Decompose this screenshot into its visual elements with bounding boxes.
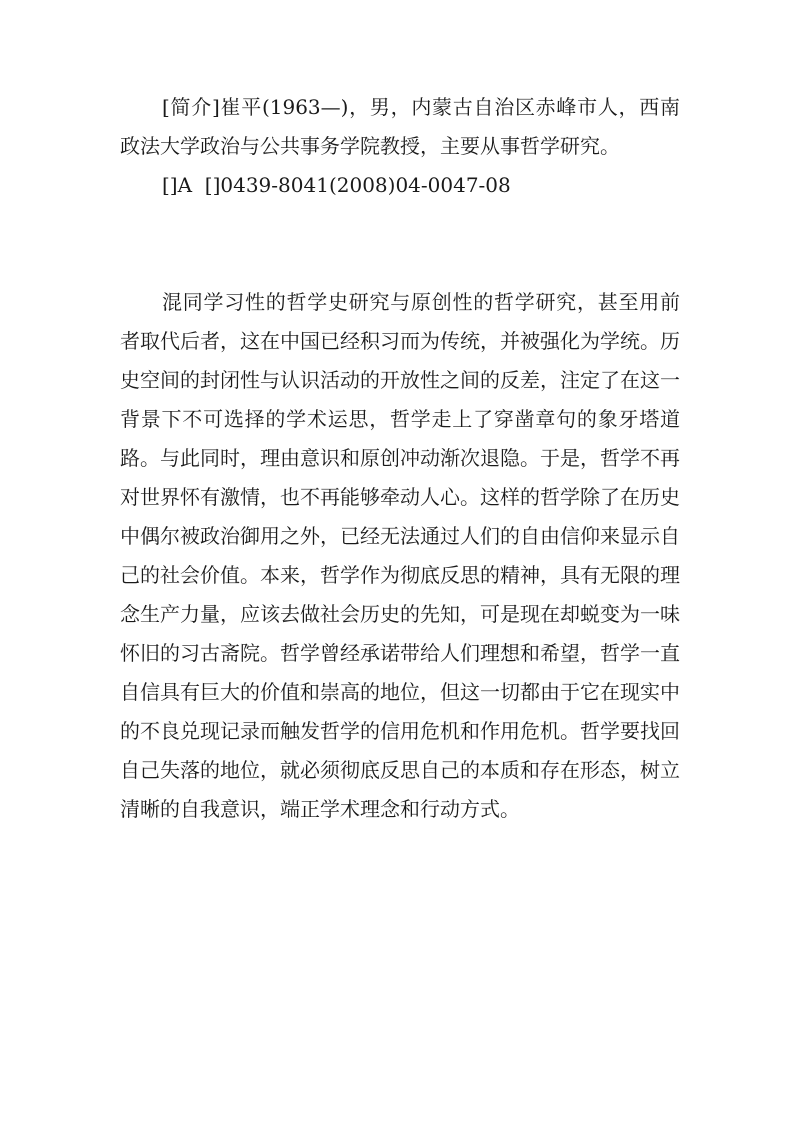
classification-line	[120, 166, 680, 205]
document-content	[120, 88, 680, 829]
spacer	[120, 205, 680, 244]
article-number: []0439-8041(2008)04-0047-08	[204, 173, 511, 197]
intro-text: 崔平(1963—)，男，内蒙古自治区赤峰市人，西南政法大学政治与公共事务学院教授，主要从事哲学研究。	[120, 95, 680, 158]
intro-label: [简介]	[162, 95, 220, 119]
author-intro	[120, 88, 680, 166]
body-paragraph: 混同学习性的哲学史研究与原创性的哲学研究，甚至用前者取代后者，这在中国已经积习而为传统，并被强化为学统。历史空间的封闭性与认识活动的开放性之间的反差，注定了在这一背景下不可选择的学术运思，哲学走上了穿凿章句的象牙塔道路。与此同时，理由意识和原创冲动渐次退隐。于是，哲学不再对世界怀有激情，也不再能够牵动人心。这样的哲学除了在历史中偶尔被政治御用之外，已经无法通过人们的自由信仰来显示自己的社会价值。本来，哲学作为彻底反思的精神，具有无限的理念生产力量，应该去做社会历史的先知，可是现在却蜕变为一味怀旧的习古斋院。哲学曾经承诺带给人们理想和希望，哲学一直自信具有巨大的价值和崇高的地位，但这一切都由于它在现实中的不良兑现记录而触发哲学的信用危机和作用危机。哲学要找回自己失落的地位，就必须彻底反思自己的本质和存在形态，树立清晰的自我意识，端正学术理念和行动方式。	[120, 290, 680, 821]
spacer	[120, 244, 680, 283]
document-code: []A	[162, 173, 193, 197]
